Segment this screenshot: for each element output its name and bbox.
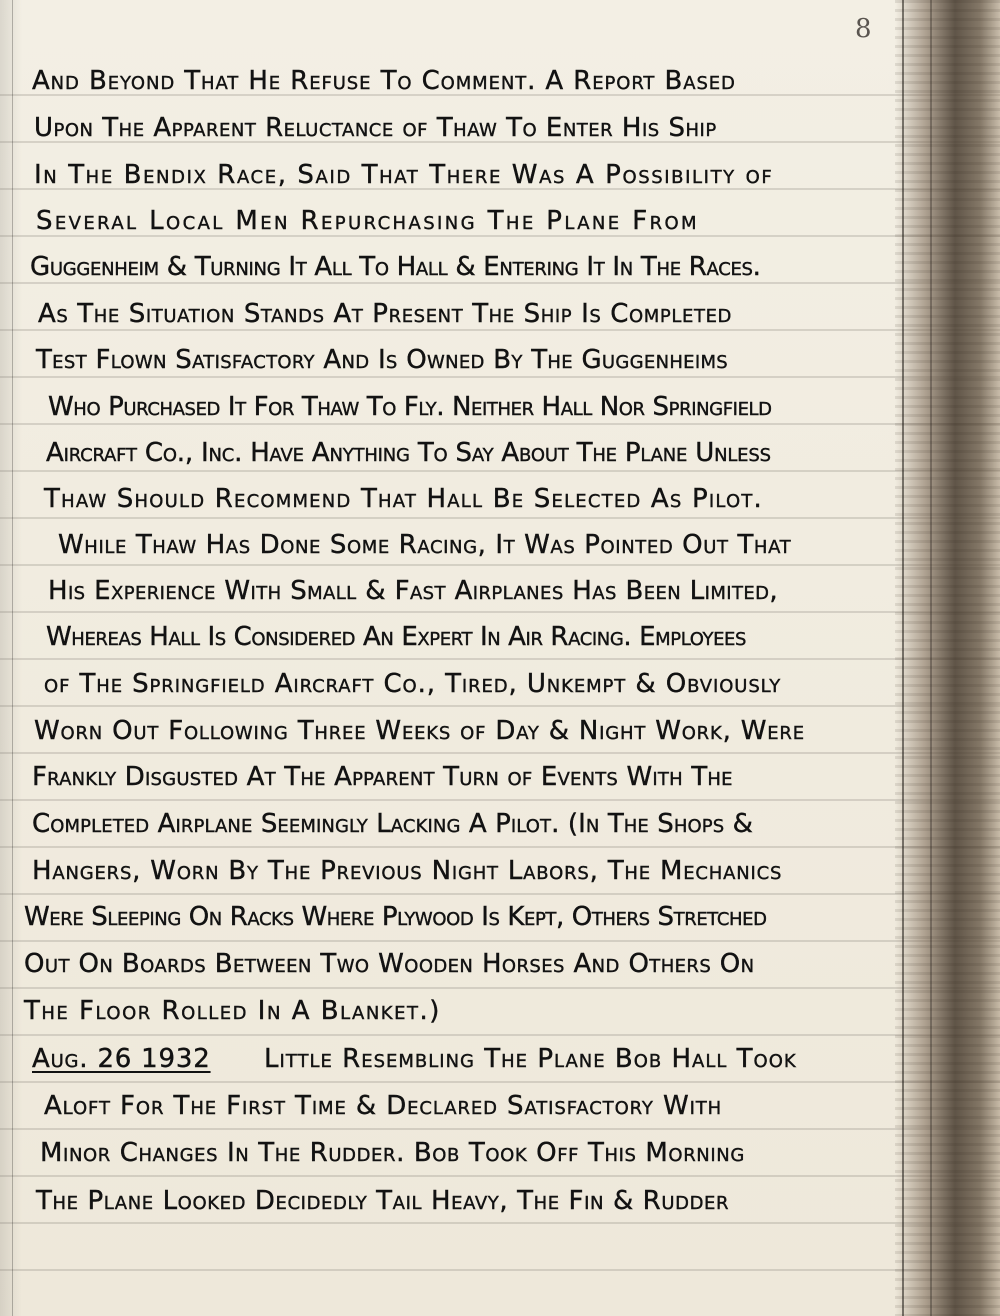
text-line: The Floor Rolled In A Blanket.)	[24, 996, 441, 1026]
text-line: Frankly Disgusted At The Apparent Turn of Events With The	[32, 762, 733, 792]
text-line: In The Bendix Race, Said That There Was A Possibility of	[34, 160, 774, 190]
date-heading: Aug. 26 1932	[32, 1044, 211, 1074]
text-line: Test Flown Satisfactory And Is Owned By The Guggenheims	[36, 345, 729, 375]
text-line: Minor Changes In The Rudder. Bob Took Off This Morning	[40, 1138, 745, 1168]
text-line: Hangers, Worn By The Previous Night Labors, The Mechanics	[32, 856, 783, 886]
text-line: His Experience With Small & Fast Airplanes Has Been Limited,	[48, 576, 779, 606]
text-line: And Beyond That He Refuse To Comment. A Report Based	[32, 66, 736, 96]
text-line: Aircraft Co., Inc. Have Anything To Say About The Plane Unless	[46, 438, 771, 468]
text-line: While Thaw Has Done Some Racing, It Was Pointed Out That	[58, 530, 792, 560]
text-line: Who Purchased It For Thaw To Fly. Neither Hall Nor Springfield	[48, 392, 772, 422]
text-line: Upon The Apparent Reluctance of Thaw To Enter His Ship	[34, 113, 717, 143]
text-line: Several Local Men Repurchasing The Plane From	[36, 206, 699, 236]
text-line: Thaw Should Recommend That Hall Be Selected As Pilot.	[44, 484, 764, 514]
text-line: Little Resembling The Plane Bob Hall Took	[264, 1044, 797, 1074]
text-line: Whereas Hall Is Considered An Expert In Air Racing. Employees	[46, 622, 747, 652]
text-line: Were Sleeping On Racks Where Plywood Is Kept, Others Stretched	[24, 902, 767, 932]
text-line: Aloft For The First Time & Declared Satisfactory With	[44, 1091, 723, 1121]
text-line: Worn Out Following Three Weeks of Day & Night Work, Were	[34, 716, 805, 746]
text-line: As The Situation Stands At Present The Ship Is Completed	[38, 299, 733, 329]
text-line: Completed Airplane Seemingly Lacking A Pilot. (In The Shops &	[32, 809, 753, 839]
text-line: of The Springfield Aircraft Co., Tired, Unkempt & Obviously	[44, 669, 782, 699]
text-line: The Plane Looked Decidedly Tail Heavy, The Fin & Rudder	[36, 1186, 730, 1216]
page-number: 8	[855, 14, 872, 44]
text-line: Guggenheim & Turning It All To Hall & Entering It In The Races.	[30, 252, 761, 282]
text-line: Out On Boards Between Two Wooden Horses And Others On	[24, 949, 755, 979]
